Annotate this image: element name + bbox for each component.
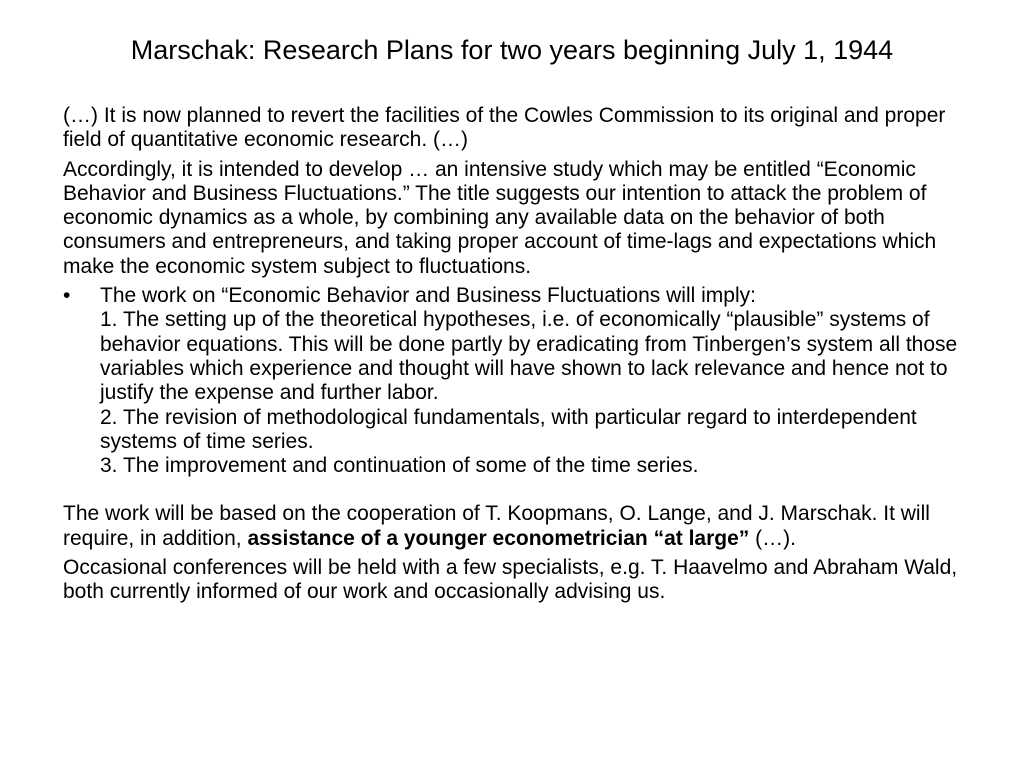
- slide-title: Marschak: Research Plans for two years beginning July 1, 1944: [130, 35, 894, 65]
- cooperation-emphasis: assistance of a younger econometrician “at large”: [247, 526, 750, 550]
- paragraph-study: Accordingly, it is intended to develop … an intensive study which may be entitled “Economic Behavior and Business Fluctuations.” The title suggests our intention to attack the problem of economic dynamics as a whole, by combining any available data on the behavior of both consumers and entrepreneurs, and taking proper account of time-lags and expectations which make the economic system subject to fluctuations.: [63, 157, 937, 278]
- paragraph-cooperation: [63, 502, 968, 551]
- cooperation-tail: (…).: [749, 526, 796, 550]
- bullet-item-2: 2. The revision of methodological fundamentals, with particular regard to interdependent systems of time series.: [100, 405, 917, 453]
- paragraph-conferences: Occasional conferences will be held with a few specialists, e.g. T. Haavelmo and Abraham Wald, both currently informed of our work and occasionally advising us.: [63, 556, 958, 604]
- bullet-item-3: 3. The improvement and continuation of some of the time series.: [100, 454, 699, 478]
- slide-body: [63, 104, 968, 610]
- bullet-intro: The work on “Economic Behavior and Business Fluctuations will imply:: [100, 284, 756, 308]
- spacer: [63, 478, 968, 502]
- cooperation-text: The work will be based on the cooperation of T. Koopmans, O. Lange, and J. Marschak. It will require, in addition,: [63, 502, 930, 550]
- bullet-work-plan: [63, 284, 968, 478]
- bullet-marker: •: [63, 284, 71, 308]
- paragraph-intro: (…) It is now planned to revert the facilities of the Cowles Commission to its original and proper field of quantitative economic research. (…): [63, 104, 946, 152]
- bullet-item-1: 1. The setting up of the theoretical hypotheses, i.e. of economically “plausible” systems of behavior equations. This will be done partly by eradicating from Tinbergen’s system all those variables which experience and thought will have shown to lack relevance and hence not to justify the expense and further labor.: [100, 308, 958, 405]
